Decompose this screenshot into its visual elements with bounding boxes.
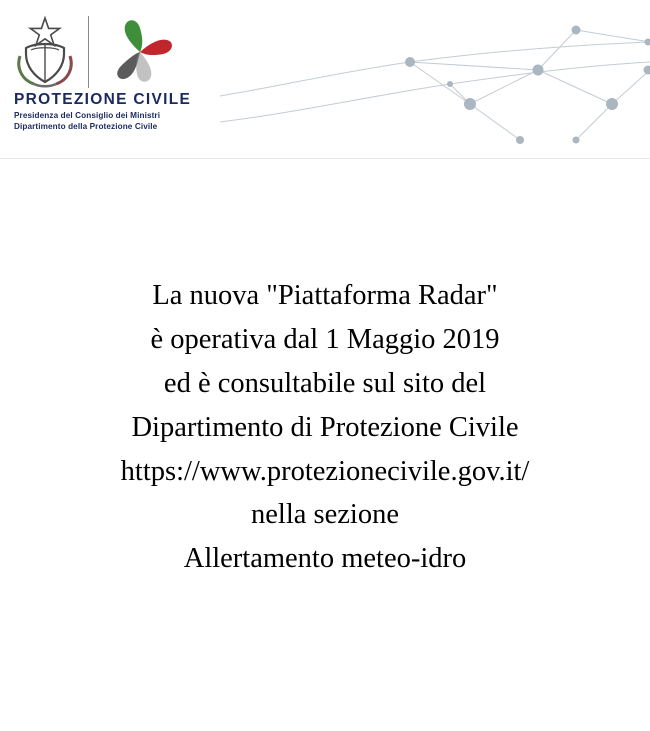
- protezione-civile-trefoil-logo: [101, 14, 179, 88]
- announcement-message: [0, 274, 650, 581]
- vertical-divider: [88, 16, 89, 88]
- header-logo-group: [14, 14, 179, 88]
- page-title: PROTEZIONE CIVILE: [14, 91, 192, 108]
- message-line: nella sezione: [251, 499, 399, 531]
- main-content: [0, 158, 650, 731]
- italian-republic-emblem: [14, 14, 76, 88]
- decorative-network-graphic: [220, 0, 650, 158]
- message-line: ed è consultabile sul sito del: [163, 367, 487, 399]
- header-subtitle-2: Dipartimento della Protezione Civile: [14, 122, 158, 132]
- message-line: Dipartimento di Protezione Civile: [131, 411, 519, 443]
- header-titles: [14, 92, 344, 132]
- message-line: Allertamento meteo-idro: [183, 543, 467, 575]
- page-header: [0, 0, 650, 159]
- header-subtitle-1: Presidenza del Consiglio dei Ministri: [14, 111, 161, 121]
- message-line: La nuova "Piattaforma Radar": [152, 280, 498, 311]
- message-line-url[interactable]: https://www.protezionecivile.gov.it/: [120, 455, 530, 487]
- message-line: è operativa dal 1 Maggio 2019: [150, 323, 500, 355]
